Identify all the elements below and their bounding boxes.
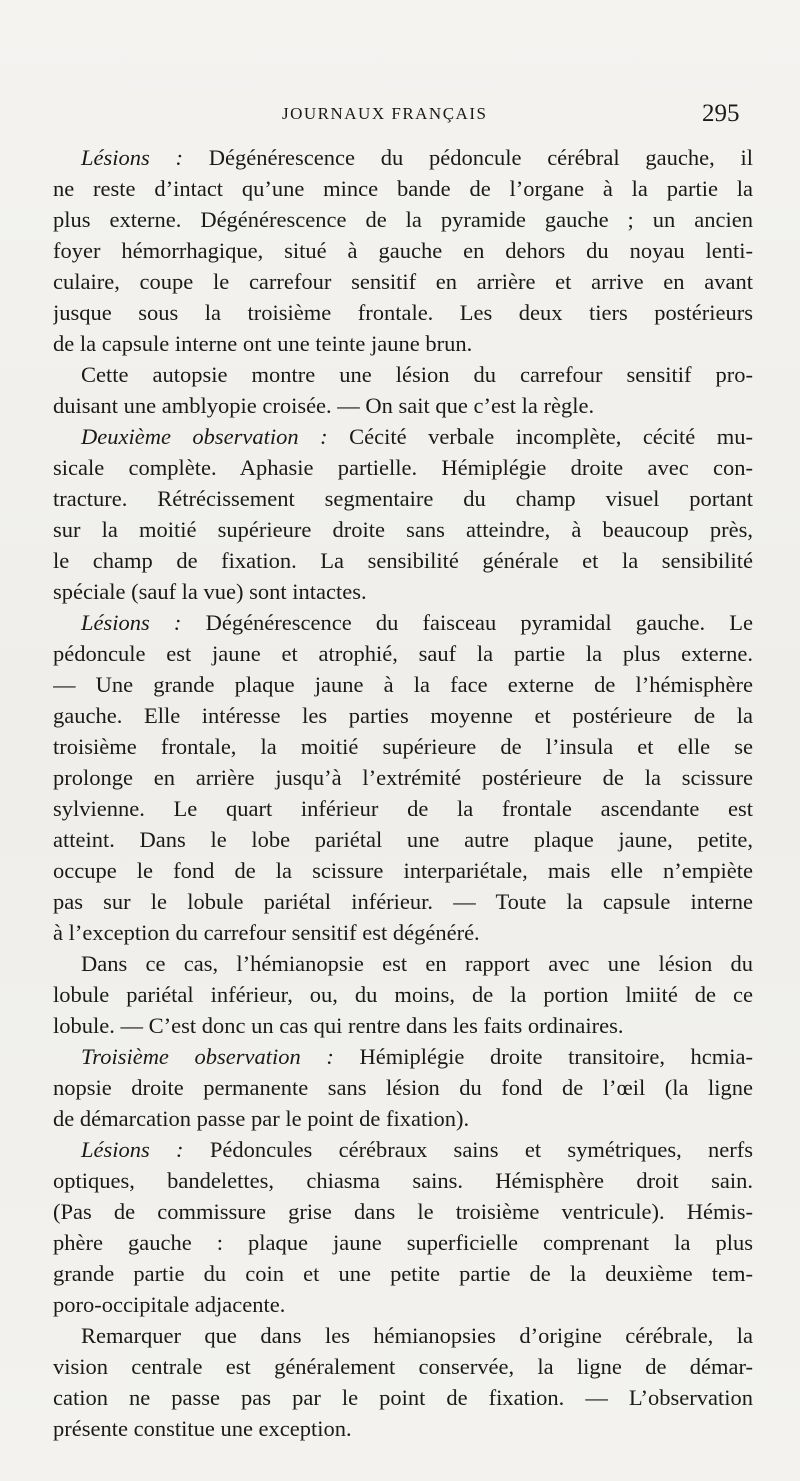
text-line xyxy=(53,173,753,204)
text-line xyxy=(53,979,753,1010)
text-line xyxy=(53,700,753,731)
text-run: gauche. Elle intéresse les parties moyenne et postérieure de la xyxy=(53,703,753,728)
text-line xyxy=(53,824,753,855)
text-run: le champ de fixation. La sensibilité générale et la sensibilité xyxy=(53,548,753,573)
text-run: prolonge en arrière jusqu’à l’extrémité postérieure de la scissure xyxy=(53,765,753,790)
italic-heading: Lésions : xyxy=(81,145,184,170)
text-run: occupe le fond de la scissure interpariétale, mais elle n’empiète xyxy=(53,858,753,883)
text-run: (Pas de commissure grise dans le troisième ventricule). Hémis- xyxy=(53,1199,753,1224)
text-line xyxy=(53,235,753,266)
text-line xyxy=(53,452,753,483)
body-text xyxy=(53,142,753,1444)
text-line xyxy=(53,669,753,700)
text-run: Cette autopsie montre une lésion du carrefour sensitif pro- xyxy=(81,362,753,387)
text-run: lobule pariétal inférieur, ou, du moins, de la portion lmiité de ce xyxy=(53,982,753,1007)
page-header xyxy=(0,100,800,134)
text-run: de la capsule interne ont une teinte jaune brun. xyxy=(53,331,473,356)
text-run: nopsie droite permanente sans lésion du fond de l’œil (la ligne xyxy=(53,1075,753,1100)
italic-heading: Troisième observation : xyxy=(81,1044,334,1069)
text-run: grande partie du coin et une petite partie de la deuxième tem- xyxy=(53,1261,753,1286)
text-run: jusque sous la troisième frontale. Les deux tiers postérieurs xyxy=(53,300,753,325)
text-line xyxy=(53,266,753,297)
text-line xyxy=(53,1258,753,1289)
text-run: cation ne passe pas par le point de fixation. — L’observation xyxy=(53,1385,753,1410)
text-line xyxy=(53,1196,753,1227)
text-line xyxy=(53,328,753,359)
italic-heading: Lésions : xyxy=(81,610,182,635)
text-run: troisième frontale, la moitié supérieure de l’insula et elle se xyxy=(53,734,753,759)
text-line xyxy=(53,762,753,793)
text-line xyxy=(53,1041,753,1072)
text-line xyxy=(53,297,753,328)
text-run: pas sur le lobule pariétal inférieur. — Toute la capsule interne xyxy=(53,889,753,914)
text-line xyxy=(53,638,753,669)
text-line xyxy=(53,1072,753,1103)
text-run: sylvienne. Le quart inférieur de la frontale ascendante est xyxy=(53,796,753,821)
text-line xyxy=(53,1320,753,1351)
text-run: vision centrale est généralement conservée, la ligne de démar- xyxy=(53,1354,753,1379)
text-run: présente constitue une exception. xyxy=(53,1416,352,1441)
text-run: spéciale (sauf la vue) sont intactes. xyxy=(53,579,367,604)
text-line xyxy=(53,421,753,452)
text-line xyxy=(53,359,753,390)
text-run: Cécité verbale incomplète, cécité mu- xyxy=(327,424,753,449)
text-run: optiques, bandelettes, chiasma sains. Hémisphère droit sain. xyxy=(53,1168,753,1193)
text-line xyxy=(53,1134,753,1165)
text-line xyxy=(53,514,753,545)
italic-heading: Lésions : xyxy=(81,1137,184,1162)
text-line xyxy=(53,390,753,421)
text-line xyxy=(53,1351,753,1382)
text-line xyxy=(53,1382,753,1413)
text-line xyxy=(53,855,753,886)
text-run: culaire, coupe le carrefour sensitif en arrière et arrive en avant xyxy=(53,269,753,294)
text-line xyxy=(53,607,753,638)
text-line xyxy=(53,886,753,917)
text-line xyxy=(53,1413,753,1444)
text-line xyxy=(53,576,753,607)
text-line xyxy=(53,204,753,235)
text-line xyxy=(53,1103,753,1134)
text-run: poro-occipitale adjacente. xyxy=(53,1292,286,1317)
text-run: Dégénérescence du pédoncule cérébral gauche, il xyxy=(183,145,753,170)
text-run: — Une grande plaque jaune à la face externe de l’hémisphère xyxy=(53,672,753,697)
running-title: JOURNAUX FRANÇAIS xyxy=(282,104,488,123)
text-line xyxy=(53,917,753,948)
text-line xyxy=(53,1010,753,1041)
text-run: pédoncule est jaune et atrophié, sauf la partie la plus externe. xyxy=(53,641,753,666)
text-line xyxy=(53,731,753,762)
text-run: à l’exception du carrefour sensitif est dégénéré. xyxy=(53,920,480,945)
text-run: Remarquer que dans les hémianopsies d’origine cérébrale, la xyxy=(81,1323,753,1348)
text-line xyxy=(53,142,753,173)
text-line xyxy=(53,483,753,514)
text-run: phère gauche : plaque jaune superficielle comprenant la plus xyxy=(53,1230,753,1255)
text-run: Hémiplégie droite transitoire, hcmia- xyxy=(333,1044,753,1069)
text-run: lobule. — C’est donc un cas qui rentre dans les faits ordinaires. xyxy=(53,1013,624,1038)
text-line xyxy=(53,948,753,979)
text-run: duisant une amblyopie croisée. — On sait que c’est la règle. xyxy=(53,393,595,418)
text-run: tracture. Rétrécissement segmentaire du champ visuel portant xyxy=(53,486,753,511)
text-run: Dégénérescence du faisceau pyramidal gauche. Le xyxy=(181,610,753,635)
text-run: Dans ce cas, l’hémianopsie est en rapport avec une lésion du xyxy=(81,951,753,976)
text-line xyxy=(53,1165,753,1196)
page-number: 295 xyxy=(702,100,740,127)
text-line xyxy=(53,545,753,576)
text-line xyxy=(53,1289,753,1320)
text-run: plus externe. Dégénérescence de la pyramide gauche ; un ancien xyxy=(53,207,753,232)
text-run: ne reste d’intact qu’une mince bande de l’organe à la partie la xyxy=(53,176,753,201)
text-line xyxy=(53,1227,753,1258)
text-run: sur la moitié supérieure droite sans atteindre, à beaucoup près, xyxy=(53,517,753,542)
text-run: Pédoncules cérébraux sains et symétriques, nerfs xyxy=(183,1137,753,1162)
text-run: de démarcation passe par le point de fixation). xyxy=(53,1106,470,1131)
text-run: foyer hémorrhagique, situé à gauche en dehors du noyau lenti- xyxy=(53,238,753,263)
text-run: atteint. Dans le lobe pariétal une autre plaque jaune, petite, xyxy=(53,827,753,852)
text-run: sicale complète. Aphasie partielle. Hémiplégie droite avec con- xyxy=(53,455,753,480)
text-line xyxy=(53,793,753,824)
italic-heading: Deuxième observation : xyxy=(81,424,328,449)
